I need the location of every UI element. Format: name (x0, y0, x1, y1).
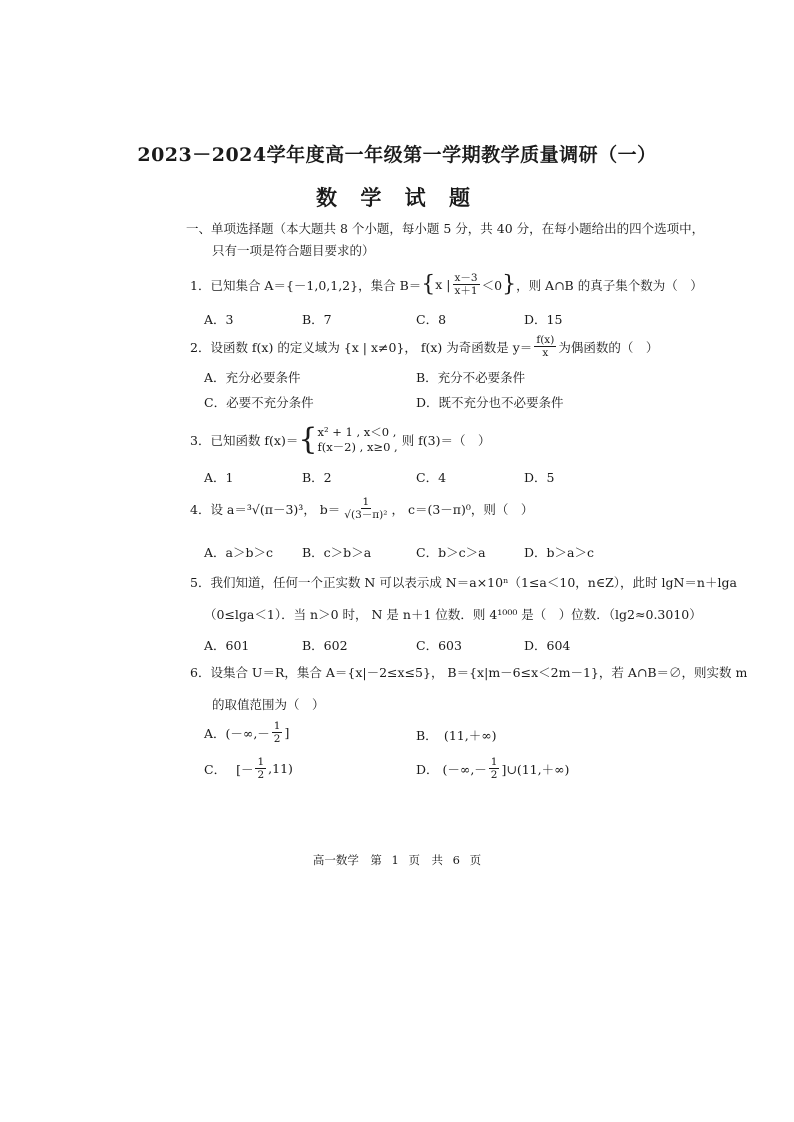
q3-option-c[interactable]: C．4 (416, 470, 447, 485)
q6-option-d[interactable] (416, 756, 569, 781)
q6-c-frac-den: 2 (257, 769, 265, 781)
q1-option-b[interactable]: B．7 (302, 312, 332, 327)
q3-option-b[interactable]: B．2 (302, 470, 332, 485)
q5-option-c[interactable]: C．603 (416, 638, 462, 653)
q6-c-frac-num: 1 (257, 756, 265, 768)
q2-option-c[interactable]: C．必要不充分条件 (204, 395, 314, 410)
q1-frac-num: x－3 (454, 272, 478, 284)
q6-option-d-fraction (489, 756, 500, 781)
q2-fraction (534, 334, 556, 359)
q6-option-a-label: A． (204, 725, 226, 741)
q4-a-expression: ³√(π－3)³ (246, 501, 304, 517)
q6-option-b[interactable]: B． (11,＋∞) (416, 728, 497, 743)
q6-option-c-open: [－ (236, 761, 254, 777)
q3-option-a[interactable]: A．1 (204, 470, 234, 485)
q1-option-c[interactable]: C．8 (416, 312, 447, 327)
q3-cases (317, 425, 397, 455)
q6-d-frac-num: 1 (490, 756, 498, 768)
q3-case-2: f(x－2) , x≥0 , (317, 439, 398, 454)
q1-set-open: x | (435, 277, 451, 292)
q2-option-b[interactable]: B．充分不必要条件 (416, 370, 526, 385)
q1-suffix: ，则 A∩B 的真子集个数为（ ） (516, 277, 703, 293)
question-2 (190, 334, 658, 359)
q6-option-c-fraction (255, 756, 266, 781)
q1-frac-den: x＋1 (454, 285, 478, 297)
question-5-line1: 5．我们知道，任何一个正实数 N 可以表示成 N＝a×10ⁿ（1≤a＜10，n∈Z），此时 lgN＝n＋lga (190, 575, 737, 590)
q3-suffix: 则 f(3)＝（ ） (401, 432, 491, 448)
q4-suffix: ， c＝(3－π)⁰，则（ ） (391, 501, 534, 517)
q2-suffix: 为偶函数的（ ） (558, 339, 659, 355)
q3-option-d[interactable]: D．5 (524, 470, 555, 485)
q4-option-c[interactable]: C．b＞c＞a (416, 545, 486, 560)
section-heading-line1: 一、单项选择题（本大题共 8 个小题，每小题 5 分，共 40 分，在每小题给出的四个选项中， (186, 221, 705, 236)
q1-fraction (453, 272, 480, 297)
q5-option-b[interactable]: B．602 (302, 638, 348, 653)
q1-set-close: ＜0 (481, 277, 503, 293)
q4-prefix: 4．设 a＝ (190, 501, 247, 517)
q1-option-a[interactable]: A．3 (204, 312, 234, 327)
q6-option-d-close: ]∪(11,＋∞) (501, 761, 570, 777)
q1-brace-close: } (502, 272, 517, 297)
question-5-line2: （0≤lga＜1）．当 n＞0 时， N 是 n＋1 位数．则 4¹⁰⁰⁰ 是（ ）位数．（lg2≈0.3010） (204, 607, 702, 622)
q1-option-d[interactable]: D．15 (524, 312, 563, 327)
q2-prefix: 2．设函数 f(x) 的定义域为 {x | x≠0}， f(x) 为奇函数是 y＝ (190, 339, 533, 355)
q5-option-d[interactable]: D．604 (524, 638, 571, 653)
q4-b-num: 1 (362, 496, 370, 508)
q3-prefix: 3．已知函数 f(x)＝ (190, 432, 299, 448)
q2-option-a[interactable]: A．充分必要条件 (204, 370, 301, 385)
q2-frac-num: f(x) (536, 334, 555, 346)
q6-option-a-close: ] (284, 725, 290, 740)
q4-b-fraction (342, 496, 389, 521)
q6-option-a[interactable] (204, 720, 289, 745)
q6-option-d-open: (－∞,－ (442, 761, 487, 777)
page-title: 2023－2024学年度高一年级第一学期教学质量调研（一） (137, 144, 657, 166)
q1-prefix: 1．已知集合 A＝{－1,0,1,2}，集合 B＝ (190, 277, 422, 293)
q4-option-b[interactable]: B．c＞b＞a (302, 545, 372, 560)
q2-option-d[interactable]: D．既不充分也不必要条件 (416, 395, 564, 410)
q6-option-a-open: (－∞,－ (225, 725, 270, 741)
q1-brace-open: { (421, 272, 436, 297)
q6-option-c[interactable] (204, 756, 293, 781)
q6-option-c-close: ,11) (268, 761, 293, 776)
question-4 (190, 496, 533, 521)
page-footer: 高一数学 第 1 页 共 6 页 (312, 853, 482, 867)
question-6-line1: 6．设集合 U＝R，集合 A＝{x|－2≤x≤5}， B＝{x|m－6≤x＜2m－1}，若 A∩B＝∅，则实数 m (190, 665, 748, 680)
q3-brace: { (298, 422, 318, 457)
q6-option-a-fraction (272, 720, 283, 745)
page-subtitle: 数 学 试 题 (316, 185, 478, 210)
q5-option-a[interactable]: A．601 (204, 638, 250, 653)
q4-b-label: ， b＝ (303, 501, 341, 517)
q2-frac-den: x (542, 347, 549, 359)
q4-option-d[interactable]: D．b＞a＞c (524, 545, 594, 560)
question-1 (190, 272, 703, 297)
q6-a-frac-num: 1 (273, 720, 281, 732)
question-3 (190, 422, 491, 457)
q6-d-frac-den: 2 (490, 769, 498, 781)
q6-option-d-label: D． (416, 761, 439, 777)
q4-b-den: √(3－π)² (344, 509, 388, 521)
question-6-line2: 的取值范围为（ ） (212, 697, 325, 712)
q3-case-1: x² + 1 , x＜0 , (317, 424, 397, 439)
q6-a-frac-den: 2 (273, 733, 281, 745)
q6-option-c-label: C． (204, 761, 227, 777)
section-heading-line2: 只有一项是符合题目要求的） (212, 243, 375, 258)
q4-option-a[interactable]: A．a＞b＞c (204, 545, 273, 560)
